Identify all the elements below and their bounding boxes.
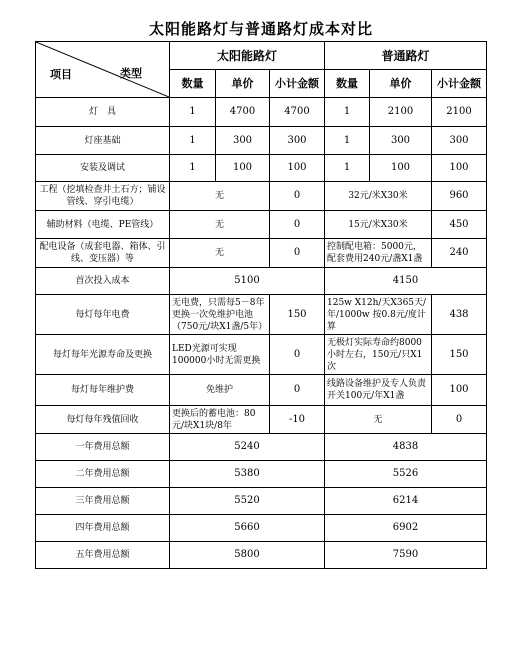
table-row [36,542,487,569]
normal-subtotal: 0 [432,406,487,434]
table-row [36,488,487,515]
row-label: 安装及调试 [36,155,170,182]
table-row [36,211,487,239]
solar-description: 免维护 [170,375,270,406]
solar-subtotal: 0 [270,375,325,406]
table-row [36,335,487,375]
normal-subtotal: 300 [432,127,487,155]
table-row [36,434,487,461]
solar-description: 无 [170,211,270,239]
row-label: 一年费用总额 [36,434,170,461]
solar-subtotal: -10 [270,406,325,434]
solar-description: 无电费，只需每5－8年更换一次免维护电池（750元/块X1盏/5年） [170,295,270,335]
normal-description: 控制配电箱：5000元，配套费用240元/盏X1盏 [325,239,432,268]
solar-total: 5240 [170,434,325,461]
table-row [36,127,487,155]
table-row [36,268,487,295]
solar-subtotal: 0 [270,211,325,239]
table-row [36,406,487,434]
normal-qty: 1 [325,98,370,127]
row-label: 四年费用总额 [36,515,170,542]
normal-total: 4150 [325,268,487,295]
normal-subtotal-header: 小计金额 [432,70,487,98]
normal-description: 线路设备维护及专人负责开关100元/年X1盏 [325,375,432,406]
normal-total: 7590 [325,542,487,569]
normal-price: 300 [370,127,432,155]
solar-qty: 1 [170,127,216,155]
table-row [36,295,487,335]
normal-qty: 1 [325,127,370,155]
solar-subtotal: 0 [270,239,325,268]
normal-total: 6214 [325,488,487,515]
solar-total: 5660 [170,515,325,542]
normal-description: 无极灯实际寿命约8000小时左右，150元/只X1次 [325,335,432,375]
solar-subtotal: 100 [270,155,325,182]
table-row [36,182,487,211]
row-label: 每灯每年维护费 [36,375,170,406]
normal-description: 125w X12h/天X365天/年/1000w 按0.8元/度计算 [325,295,432,335]
row-label: 每灯每年电费 [36,295,170,335]
solar-total: 5800 [170,542,325,569]
row-label: 首次投入成本 [36,268,170,295]
normal-total: 6902 [325,515,487,542]
solar-price: 300 [216,127,270,155]
item-label: 项目 [50,68,72,81]
normal-total: 4838 [325,434,487,461]
normal-price: 2100 [370,98,432,127]
table-row [36,515,487,542]
table-row [36,375,487,406]
solar-qty-header: 数量 [170,70,216,98]
normal-description: 32元/米X30米 [325,182,432,211]
row-label: 五年费用总额 [36,542,170,569]
table-row [36,239,487,268]
solar-subtotal: 0 [270,335,325,375]
normal-subtotal: 100 [432,375,487,406]
solar-subtotal: 150 [270,295,325,335]
solar-description: 无 [170,182,270,211]
normal-qty: 1 [325,155,370,182]
table-row [36,155,487,182]
solar-description: 无 [170,239,270,268]
normal-subtotal: 2100 [432,98,487,127]
solar-group-header: 太阳能路灯 [170,42,325,70]
header-row-1 [36,42,487,70]
solar-price-header: 单价 [216,70,270,98]
solar-qty: 1 [170,98,216,127]
row-label: 工程（挖填检查井土石方；铺设管线、穿引电缆） [36,182,170,211]
normal-subtotal: 960 [432,182,487,211]
normal-description: 15元/米X30米 [325,211,432,239]
solar-total: 5520 [170,488,325,515]
solar-total: 5100 [170,268,325,295]
table-row [36,461,487,488]
row-label: 灯座基础 [36,127,170,155]
row-label: 二年费用总额 [36,461,170,488]
page-title: 太阳能路灯与普通路灯成本对比 [148,20,373,38]
corner-header-cell [36,42,170,98]
normal-subtotal: 100 [432,155,487,182]
normal-price-header: 单价 [370,70,432,98]
normal-subtotal: 450 [432,211,487,239]
solar-description: LED光源可实现100000小时无需更换 [170,335,270,375]
row-label: 每灯每年光源寿命及更换 [36,335,170,375]
solar-qty: 1 [170,155,216,182]
normal-qty-header: 数量 [325,70,370,98]
solar-subtotal: 4700 [270,98,325,127]
solar-description: 更换后的蓄电池：80元/块X1块/8年 [170,406,270,434]
table-row [36,98,487,127]
normal-subtotal: 438 [432,295,487,335]
row-label: 灯 具 [36,98,170,127]
row-label: 辅助材料（电缆、PE管线） [36,211,170,239]
solar-subtotal-header: 小计金额 [270,70,325,98]
type-label: 类型 [120,67,142,80]
normal-total: 5526 [325,461,487,488]
normal-subtotal: 240 [432,239,487,268]
row-label: 每灯每年残值回收 [36,406,170,434]
solar-price: 4700 [216,98,270,127]
solar-subtotal: 0 [270,182,325,211]
normal-subtotal: 150 [432,335,487,375]
solar-total: 5380 [170,461,325,488]
normal-price: 100 [370,155,432,182]
solar-subtotal: 300 [270,127,325,155]
normal-description: 无 [325,406,432,434]
cost-comparison-table [35,41,487,569]
row-label: 配电设备（成套电器、箱体、引线、变压器）等 [36,239,170,268]
normal-group-header: 普通路灯 [325,42,487,70]
solar-price: 100 [216,155,270,182]
row-label: 三年费用总额 [36,488,170,515]
